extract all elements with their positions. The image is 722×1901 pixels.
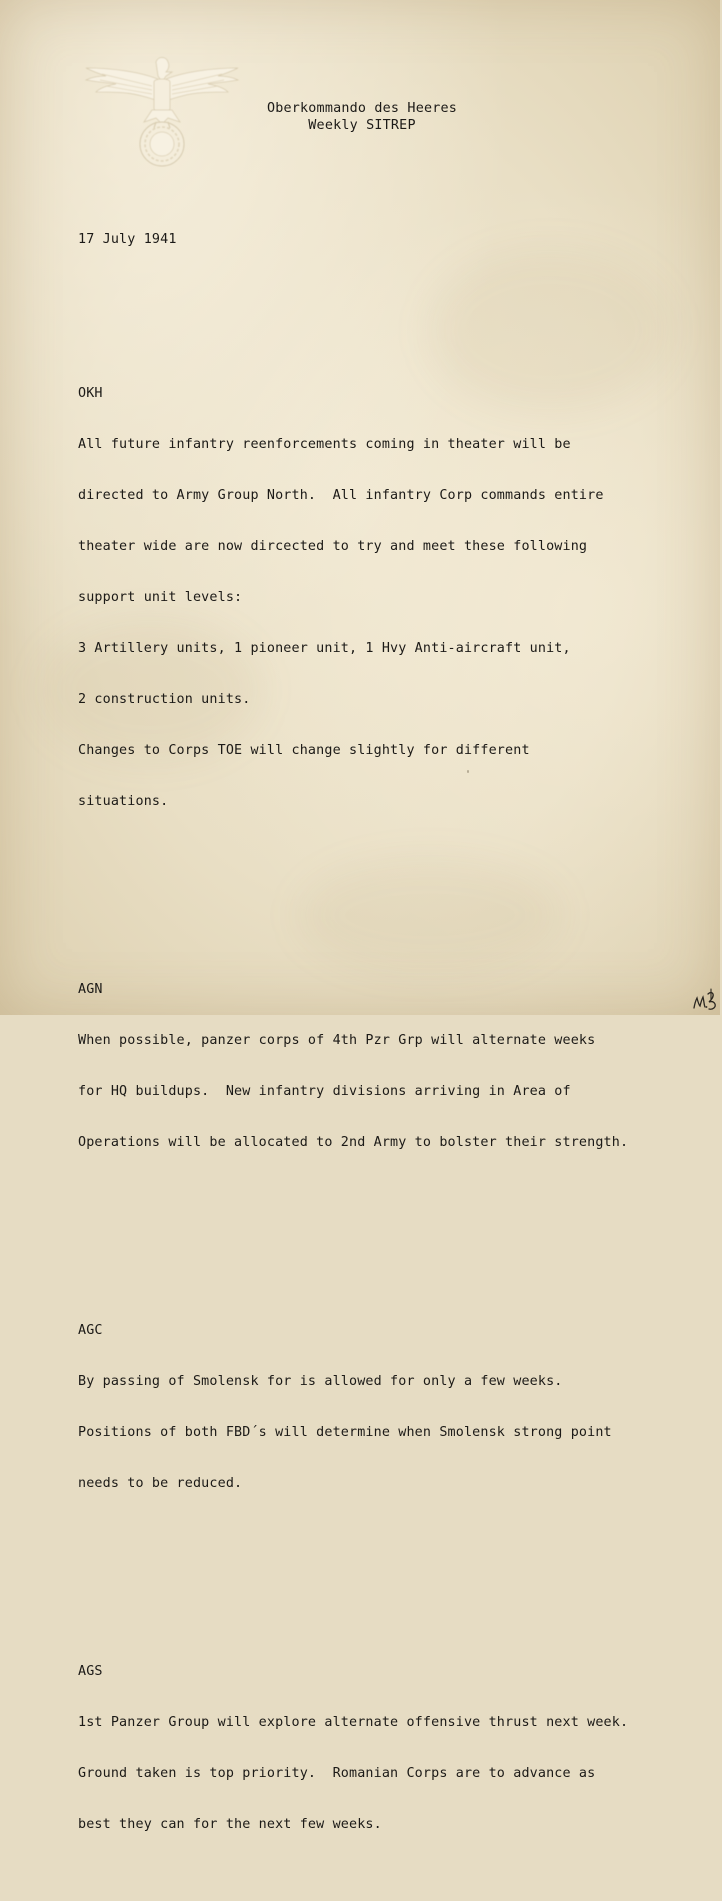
section-heading: AGS [78,1664,103,1679]
section-line: directed to Army Group North. All infantry Corp commands entire [78,488,604,503]
section-line: 2 construction units. [78,692,251,707]
section-line: Positions of both FBD´s will determine when Smolensk strong point [78,1425,612,1440]
section-line: support unit levels: [78,590,243,605]
section-line: All future infantry reenforcements coming in theater will be [78,437,571,452]
section-line: Ground taken is top priority. Romanian Corps are to advance as [78,1766,596,1781]
section-agc [78,1288,698,1526]
document-header [0,100,720,134]
handwritten-initials-icon [692,986,718,1012]
header-title: Oberkommando des Heeres [266,101,458,116]
section-heading: AGN [78,982,103,997]
section-okh [78,351,698,844]
section-ags [78,1629,698,1867]
paper-speck [467,770,469,773]
section-line: Changes to Corps TOE will change slightly for different [78,743,530,758]
section-line: 3 Artillery units, 1 pioneer unit, 1 Hvy Anti-aircraft unit, [78,641,571,656]
section-line: When possible, panzer corps of 4th Pzr Grp will alternate weeks [78,1033,596,1048]
section-heading: OKH [78,386,103,401]
section-line: By passing of Smolensk for is allowed for only a few weeks. [78,1374,563,1389]
section-agn [78,947,698,1185]
section-line: theater wide are now dircected to try and meet these following [78,539,588,554]
document-body [78,197,698,1901]
section-heading: AGC [78,1323,103,1338]
section-line: Operations will be allocated to 2nd Army to bolster their strength. [78,1135,629,1150]
document-date: 17 July 1941 [78,232,177,247]
section-line: situations. [78,794,169,809]
section-line: best they can for the next few weeks. [78,1817,382,1832]
section-line: 1st Panzer Group will explore alternate offensive thrust next week. [78,1715,629,1730]
section-line: needs to be reduced. [78,1476,243,1491]
header-subtitle: Weekly SITREP [308,118,416,133]
section-line: for HQ buildups. New infantry divisions arriving in Area of [78,1084,571,1099]
